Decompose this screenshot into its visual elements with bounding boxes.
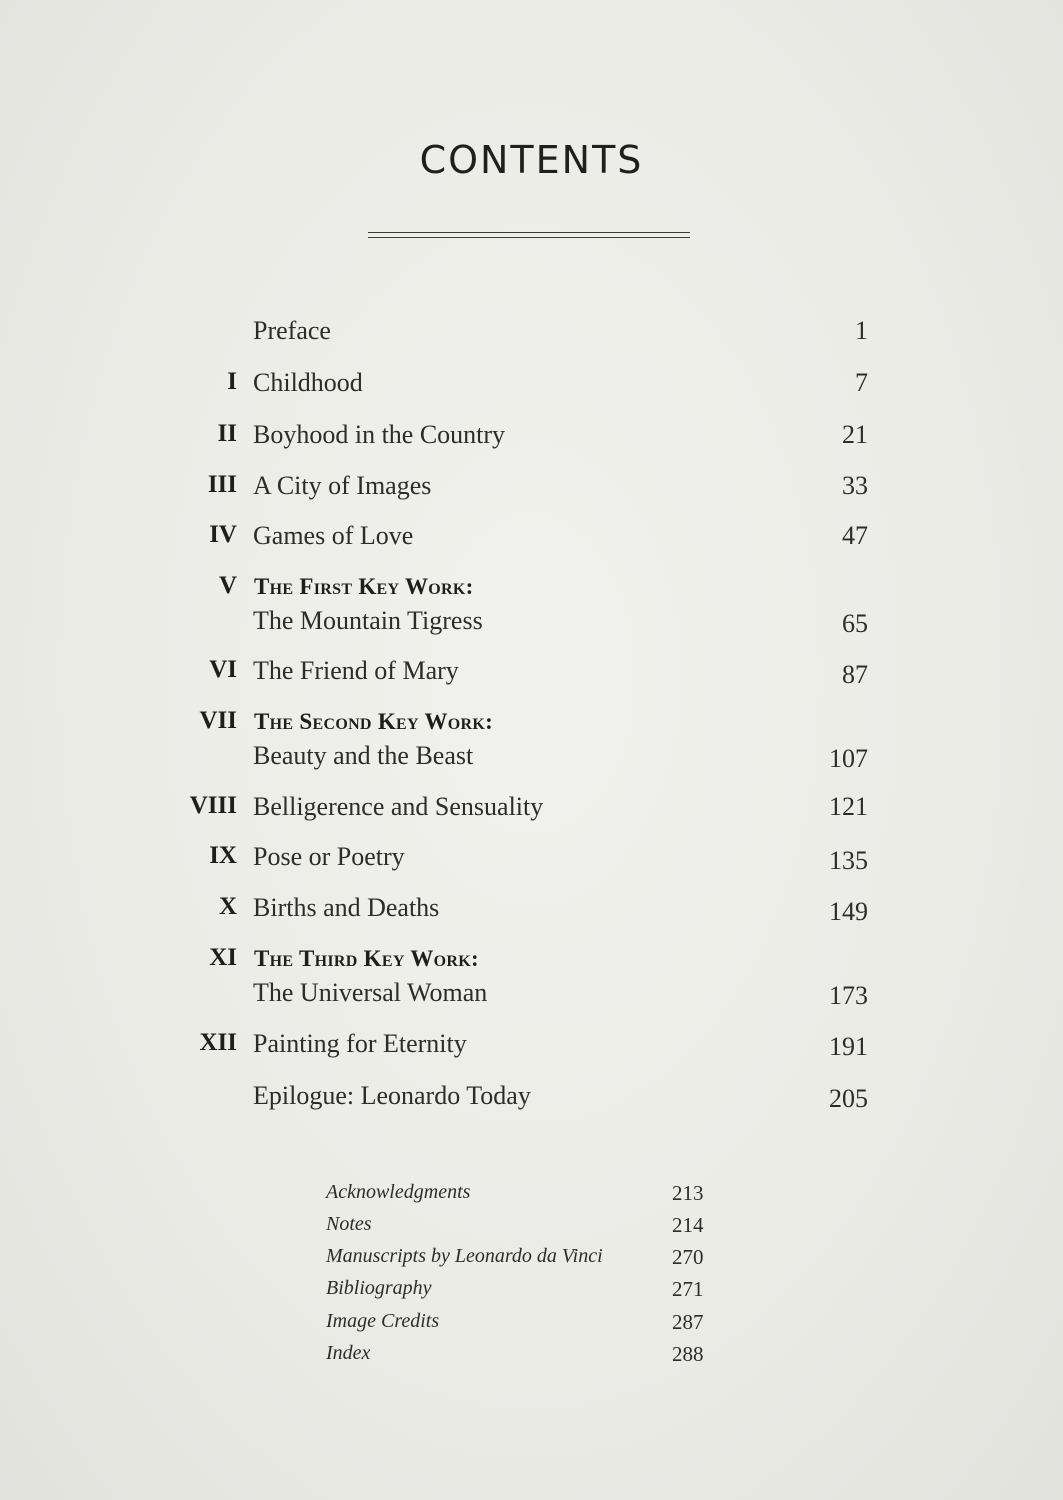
entry-kicker: The First Key Work:	[254, 574, 474, 599]
backmatter-page: 213	[672, 1181, 704, 1205]
backmatter-title: Image Credits	[326, 1310, 440, 1332]
entry-page: 65	[842, 609, 868, 638]
entry-page: 107	[829, 744, 868, 773]
entry-page: 173	[829, 981, 868, 1010]
chapter-numeral: IX	[209, 842, 237, 869]
entry-kicker: The Second Key Work:	[254, 709, 494, 734]
entry-title: The Universal Woman	[253, 978, 488, 1007]
backmatter-page: 270	[672, 1245, 704, 1269]
chapter-numeral: V	[218, 572, 237, 599]
page-title: CONTENTS	[419, 138, 644, 182]
title-double-rule	[368, 232, 690, 238]
entry-title: Games of Love	[253, 521, 414, 550]
backmatter-page: 287	[672, 1310, 704, 1334]
backmatter-page: 271	[672, 1277, 704, 1301]
chapter-numeral: VIII	[189, 792, 237, 819]
entry-page: 7	[855, 368, 868, 397]
chapter-numeral: III	[207, 471, 237, 498]
entry-title: Beauty and the Beast	[253, 741, 474, 770]
backmatter-title: Manuscripts by Leonardo da Vinci	[326, 1245, 603, 1267]
entry-page: 149	[829, 897, 868, 926]
chapter-numeral: XI	[209, 944, 237, 971]
chapter-numeral: XII	[199, 1029, 237, 1056]
chapter-numeral: VII	[199, 707, 237, 734]
entry-title: Pose or Poetry	[253, 842, 405, 871]
entry-title: Childhood	[253, 368, 363, 397]
entry-page: 121	[829, 792, 868, 821]
entry-title: A City of Images	[253, 471, 432, 500]
chapter-numeral: VI	[209, 656, 237, 683]
entry-title: Painting for Eternity	[253, 1029, 467, 1058]
backmatter-title: Bibliography	[326, 1277, 432, 1299]
entry-kicker: The Third Key Work:	[254, 946, 479, 971]
entry-page: 205	[829, 1084, 868, 1113]
backmatter-title: Acknowledgments	[326, 1181, 471, 1203]
entry-title: Boyhood in the Country	[253, 420, 506, 449]
entry-page: 21	[842, 420, 868, 449]
backmatter-title: Index	[326, 1342, 371, 1364]
entry-title: Births and Deaths	[253, 893, 440, 922]
entry-title: Preface	[253, 316, 331, 345]
entry-title: The Mountain Tigress	[253, 606, 483, 635]
chapter-numeral: IV	[209, 521, 237, 548]
entry-page: 191	[829, 1032, 868, 1061]
entry-title: The Friend of Mary	[253, 656, 459, 685]
chapter-numeral: X	[218, 893, 237, 920]
entry-title: Belligerence and Sensuality	[253, 792, 544, 821]
chapter-numeral: II	[217, 420, 237, 447]
entry-title: Epilogue: Leonardo Today	[253, 1081, 531, 1110]
backmatter-page: 214	[672, 1213, 704, 1237]
entry-page: 1	[855, 316, 868, 345]
entry-page: 33	[842, 471, 868, 500]
chapter-numeral: I	[227, 368, 237, 395]
entry-page: 135	[829, 846, 868, 875]
backmatter-title: Notes	[326, 1213, 372, 1235]
entry-page: 47	[842, 521, 868, 550]
backmatter-page: 288	[672, 1342, 704, 1366]
entry-page: 87	[842, 660, 868, 689]
